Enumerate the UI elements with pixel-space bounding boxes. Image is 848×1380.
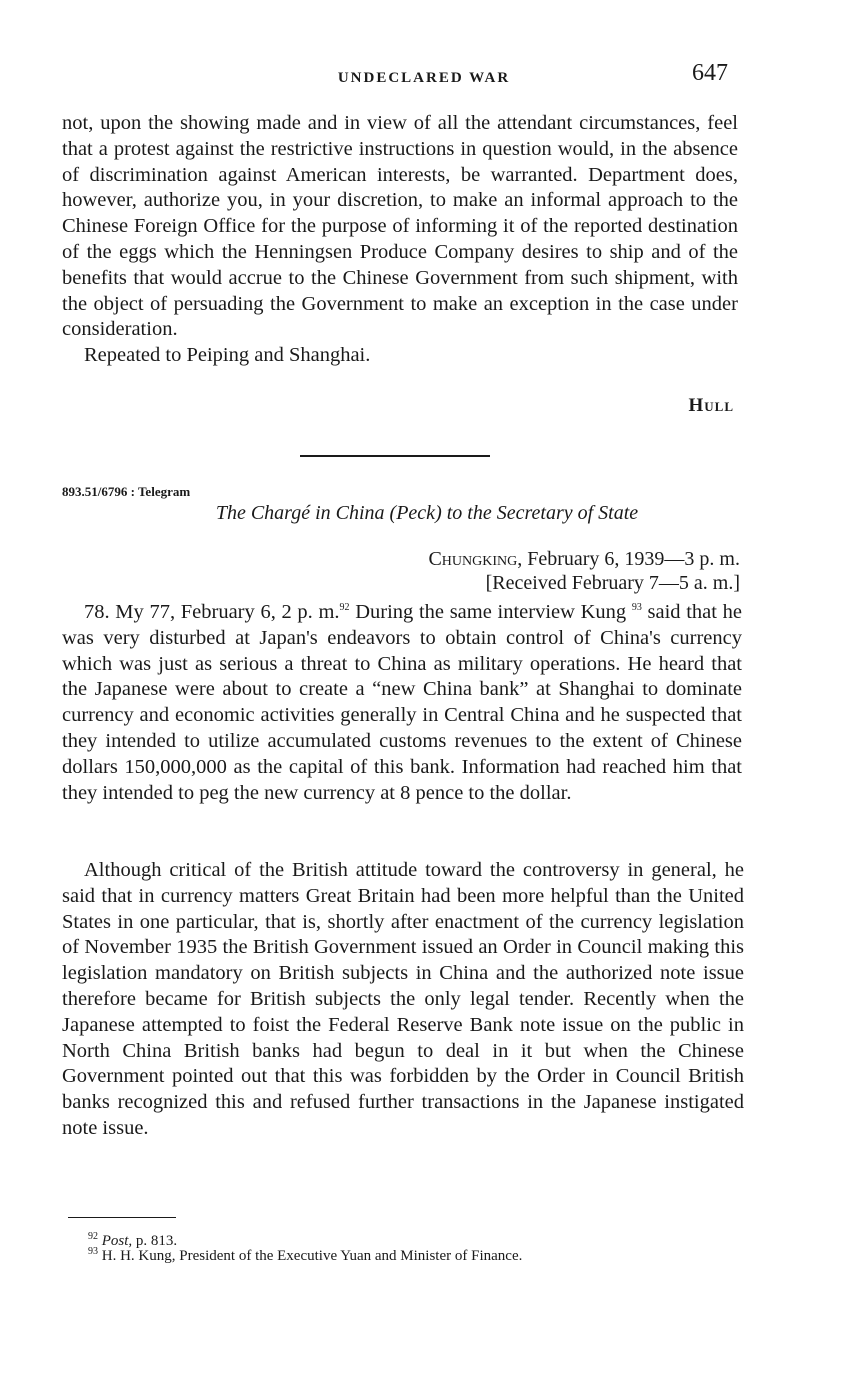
footnote-label: Post, — [101, 1233, 133, 1249]
telegram-paragraph-1 — [62, 600, 742, 806]
received-line: [Received February 7—5 a. m.] — [485, 572, 740, 594]
footnote-marker: 92 — [88, 1231, 98, 1242]
repeated-note: Repeated to Peiping and Shanghai. — [84, 344, 371, 367]
dateline — [428, 548, 740, 571]
dateline-date: February 6, 1939—3 p. m. — [522, 548, 740, 570]
telegram-rest: said that he was very disturbed at Japan's endeavors to obtain control of China's currency which was just as serious a threat to China as military operations. He heard that the Japanese were about to create a “new China bank” at Shanghai to dominate currency and economic activities generally in Central China and he suspected that they intended to utilize accumulated customs revenues to the extent of Chinese dollars 150,000,000 as the capital of this bank. Information had reached him that they intended to peg the new currency at 8 pence to the dollar. — [62, 601, 742, 804]
continuation-text — [62, 111, 738, 369]
telegram-mid: During the same interview Kung — [349, 601, 632, 623]
running-title: UNDECLARED WAR — [337, 70, 511, 86]
document-title: The Chargé in China (Peck) to the Secretary of State — [215, 502, 639, 524]
signature: Hull — [688, 395, 734, 416]
telegram-lead: 78. My 77, February 6, 2 p. m. — [84, 601, 340, 623]
dateline-place: Chungking, — [428, 548, 523, 570]
footnote-93 — [88, 1248, 522, 1265]
footnote-text: H. H. Kung, President of the Executive Yuan and Minister of Finance. — [101, 1248, 523, 1264]
page-number: 647 — [692, 60, 728, 86]
footnote-text: p. 813. — [132, 1233, 178, 1249]
telegram-paragraph-2: Although critical of the British attitude toward the controversy in general, he said that in currency matters Great Britain had been more helpful than the United States in one particular, that is, shortly after enactment of the currency legislation of November 1935 the British Government issued an Order in Council making this legislation mandatory on British subjects in China and the authorized note issue therefore became for British subjects the only legal tender. Recently when the Japanese attempted to foist the Federal Reserve Bank note issue on the public in North China British banks had begun to deal in it but when the Chinese Government pointed out that this was forbidden by the Order in Council British banks recognized this and refused further transactions in the Japanese instigated note issue. — [62, 859, 744, 1139]
footnote-rule — [68, 1217, 176, 1218]
footnote-marker: 93 — [88, 1246, 98, 1257]
footnote-ref-92: 92 — [339, 602, 350, 614]
section-divider — [300, 455, 490, 457]
footnote-ref-93: 93 — [631, 602, 642, 614]
continuation-paragraph: not, upon the showing made and in view of all the attendant circumstances, feel that a protest against the restrictive instructions in question would, in the absence of discrimination against American interests, be warranted. Department does, however, authorize you, in your discretion, to make an informal approach to the Chinese Foreign Office for the purpose of informing it of the reported destination of the eggs which the Henningsen Produce Company desires to ship and of the benefits that would accrue to the Chinese Government from such shipment, with the object of persuading the Government to make an exception in the case under consideration. — [62, 112, 738, 341]
file-reference: 893.51/6796 : Telegram — [62, 484, 191, 499]
